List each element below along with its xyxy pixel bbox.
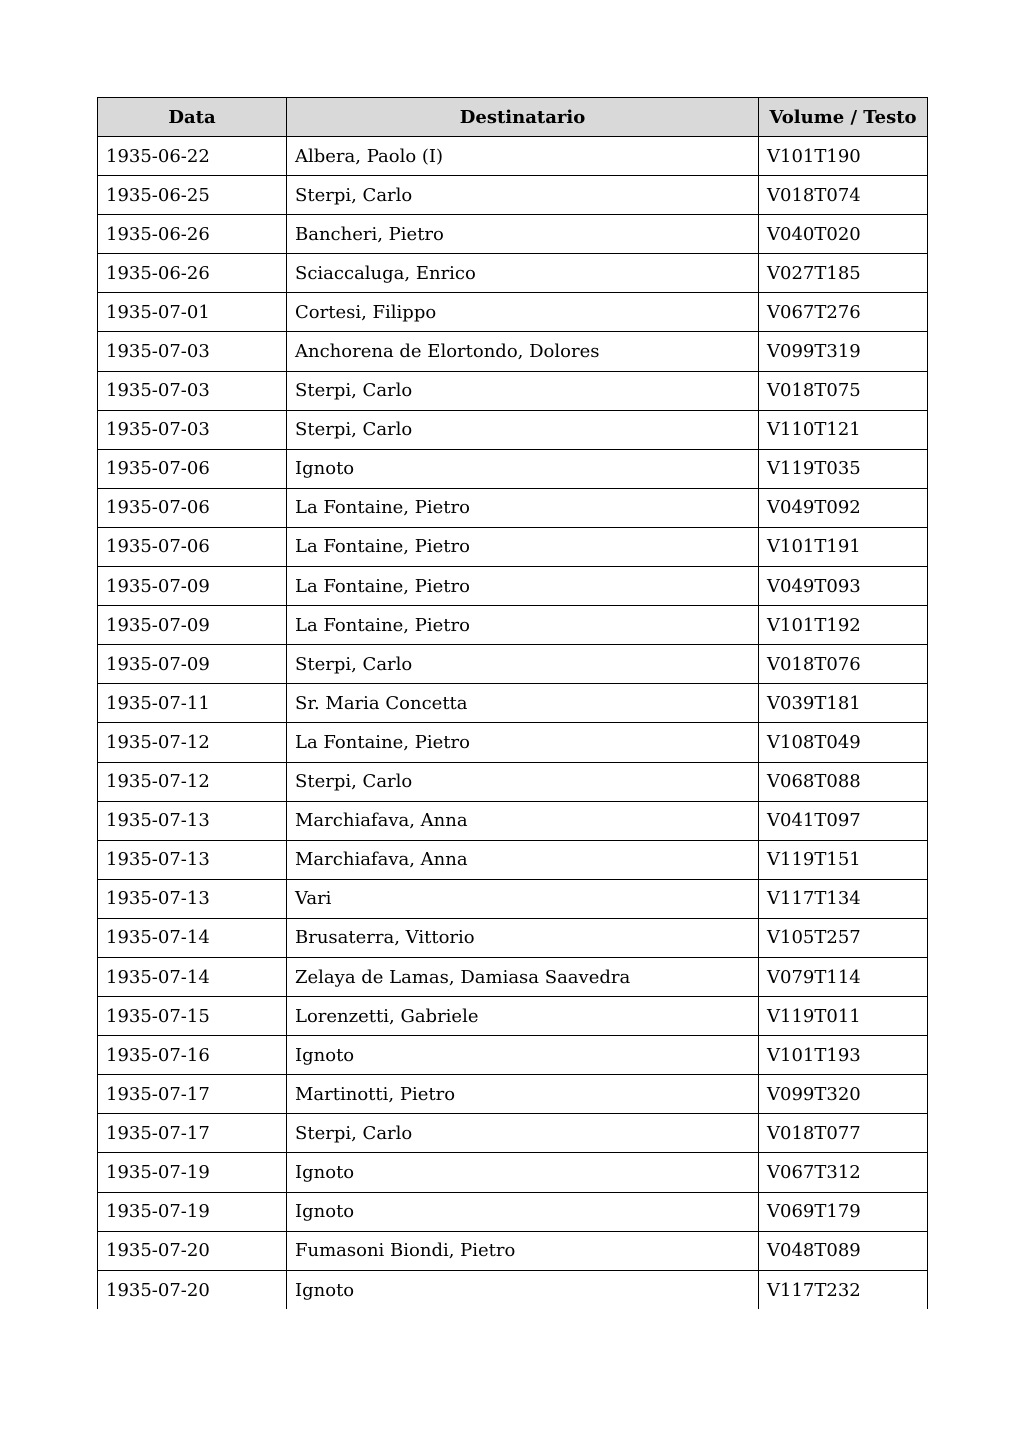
table-row [98,137,928,176]
cell-recipient: Zelaya de Lamas, Damiasa Saavedra [287,957,759,996]
cell-recipient: Albera, Paolo (I) [287,137,759,176]
table-row [98,801,928,840]
cell-recipient: Sterpi, Carlo [287,371,759,410]
cell-volume-text: V119T035 [759,449,928,488]
cell-date: 1935-07-11 [98,684,287,723]
cell-recipient: Sterpi, Carlo [287,410,759,449]
cell-recipient: Marchiafava, Anna [287,801,759,840]
table-row [98,332,928,371]
cell-date: 1935-07-12 [98,762,287,801]
cell-volume-text: V110T121 [759,410,928,449]
table-row [98,1153,928,1192]
cell-recipient: Lorenzetti, Gabriele [287,997,759,1036]
table-row [98,567,928,606]
cell-recipient: La Fontaine, Pietro [287,567,759,606]
table-row [98,918,928,957]
table-row [98,527,928,566]
table-row [98,1114,928,1153]
cell-recipient: Sterpi, Carlo [287,762,759,801]
cell-volume-text: V119T151 [759,840,928,879]
table-row [98,879,928,918]
table-row [98,293,928,332]
cell-volume-text: V068T088 [759,762,928,801]
cell-volume-text: V039T181 [759,684,928,723]
cell-date: 1935-07-12 [98,723,287,762]
table-row [98,371,928,410]
cell-volume-text: V101T192 [759,606,928,645]
cell-date: 1935-06-25 [98,176,287,215]
cell-recipient: La Fontaine, Pietro [287,606,759,645]
cell-date: 1935-07-03 [98,371,287,410]
cell-volume-text: V099T320 [759,1075,928,1114]
cell-volume-text: V119T011 [759,997,928,1036]
cell-volume-text: V067T312 [759,1153,928,1192]
cell-date: 1935-07-13 [98,840,287,879]
cell-volume-text: V101T193 [759,1036,928,1075]
cell-volume-text: V117T134 [759,879,928,918]
table-row [98,997,928,1036]
header-volume-text: Volume / Testo [759,98,928,137]
cell-volume-text: V101T191 [759,527,928,566]
cell-volume-text: V099T319 [759,332,928,371]
cell-date: 1935-07-17 [98,1075,287,1114]
cell-recipient: Bancheri, Pietro [287,215,759,254]
cell-recipient: La Fontaine, Pietro [287,723,759,762]
cell-date: 1935-07-09 [98,606,287,645]
cell-recipient: Ignoto [287,1192,759,1231]
cell-volume-text: V105T257 [759,918,928,957]
cell-date: 1935-07-14 [98,918,287,957]
cell-date: 1935-07-01 [98,293,287,332]
table-row [98,1270,928,1309]
cell-date: 1935-06-26 [98,254,287,293]
cell-recipient: La Fontaine, Pietro [287,488,759,527]
table-row [98,1036,928,1075]
table-row [98,1075,928,1114]
table-row [98,723,928,762]
cell-recipient: Vari [287,879,759,918]
cell-recipient: Fumasoni Biondi, Pietro [287,1231,759,1270]
cell-date: 1935-07-06 [98,449,287,488]
cell-recipient: Sciaccaluga, Enrico [287,254,759,293]
table-row [98,410,928,449]
cell-recipient: Sterpi, Carlo [287,176,759,215]
cell-recipient: La Fontaine, Pietro [287,527,759,566]
cell-recipient: Marchiafava, Anna [287,840,759,879]
cell-date: 1935-07-13 [98,801,287,840]
cell-recipient: Ignoto [287,1036,759,1075]
cell-date: 1935-07-06 [98,488,287,527]
cell-volume-text: V049T092 [759,488,928,527]
table-row [98,488,928,527]
cell-volume-text: V027T185 [759,254,928,293]
cell-volume-text: V117T232 [759,1270,928,1309]
table-row [98,957,928,996]
cell-volume-text: V048T089 [759,1231,928,1270]
cell-recipient: Ignoto [287,1270,759,1309]
cell-volume-text: V018T075 [759,371,928,410]
cell-volume-text: V041T097 [759,801,928,840]
cell-volume-text: V040T020 [759,215,928,254]
header-date: Data [98,98,287,137]
table-body [98,137,928,1310]
cell-date: 1935-06-22 [98,137,287,176]
cell-volume-text: V018T076 [759,645,928,684]
cell-date: 1935-07-20 [98,1270,287,1309]
cell-date: 1935-07-15 [98,997,287,1036]
letters-table [97,97,928,1309]
header-recipient: Destinatario [287,98,759,137]
table-row [98,1231,928,1270]
cell-recipient: Ignoto [287,1153,759,1192]
cell-date: 1935-07-16 [98,1036,287,1075]
table-row [98,1192,928,1231]
cell-date: 1935-07-03 [98,332,287,371]
cell-volume-text: V018T074 [759,176,928,215]
table-header-row [98,98,928,137]
cell-recipient: Ignoto [287,449,759,488]
cell-recipient: Sterpi, Carlo [287,1114,759,1153]
cell-date: 1935-07-19 [98,1153,287,1192]
cell-volume-text: V018T077 [759,1114,928,1153]
cell-recipient: Cortesi, Filippo [287,293,759,332]
cell-recipient: Sterpi, Carlo [287,645,759,684]
cell-date: 1935-07-19 [98,1192,287,1231]
table-row [98,762,928,801]
cell-date: 1935-07-03 [98,410,287,449]
cell-recipient: Martinotti, Pietro [287,1075,759,1114]
table-row [98,176,928,215]
cell-date: 1935-07-13 [98,879,287,918]
table-row [98,645,928,684]
cell-date: 1935-07-09 [98,645,287,684]
cell-volume-text: V101T190 [759,137,928,176]
table-row [98,606,928,645]
cell-volume-text: V079T114 [759,957,928,996]
cell-date: 1935-07-14 [98,957,287,996]
cell-recipient: Sr. Maria Concetta [287,684,759,723]
cell-date: 1935-07-09 [98,567,287,606]
cell-volume-text: V049T093 [759,567,928,606]
table-row [98,449,928,488]
cell-recipient: Anchorena de Elortondo, Dolores [287,332,759,371]
table-row [98,215,928,254]
cell-volume-text: V069T179 [759,1192,928,1231]
cell-date: 1935-07-20 [98,1231,287,1270]
table-row [98,254,928,293]
table-row [98,840,928,879]
cell-volume-text: V108T049 [759,723,928,762]
cell-date: 1935-07-06 [98,527,287,566]
table-row [98,684,928,723]
cell-date: 1935-07-17 [98,1114,287,1153]
cell-date: 1935-06-26 [98,215,287,254]
cell-volume-text: V067T276 [759,293,928,332]
cell-recipient: Brusaterra, Vittorio [287,918,759,957]
